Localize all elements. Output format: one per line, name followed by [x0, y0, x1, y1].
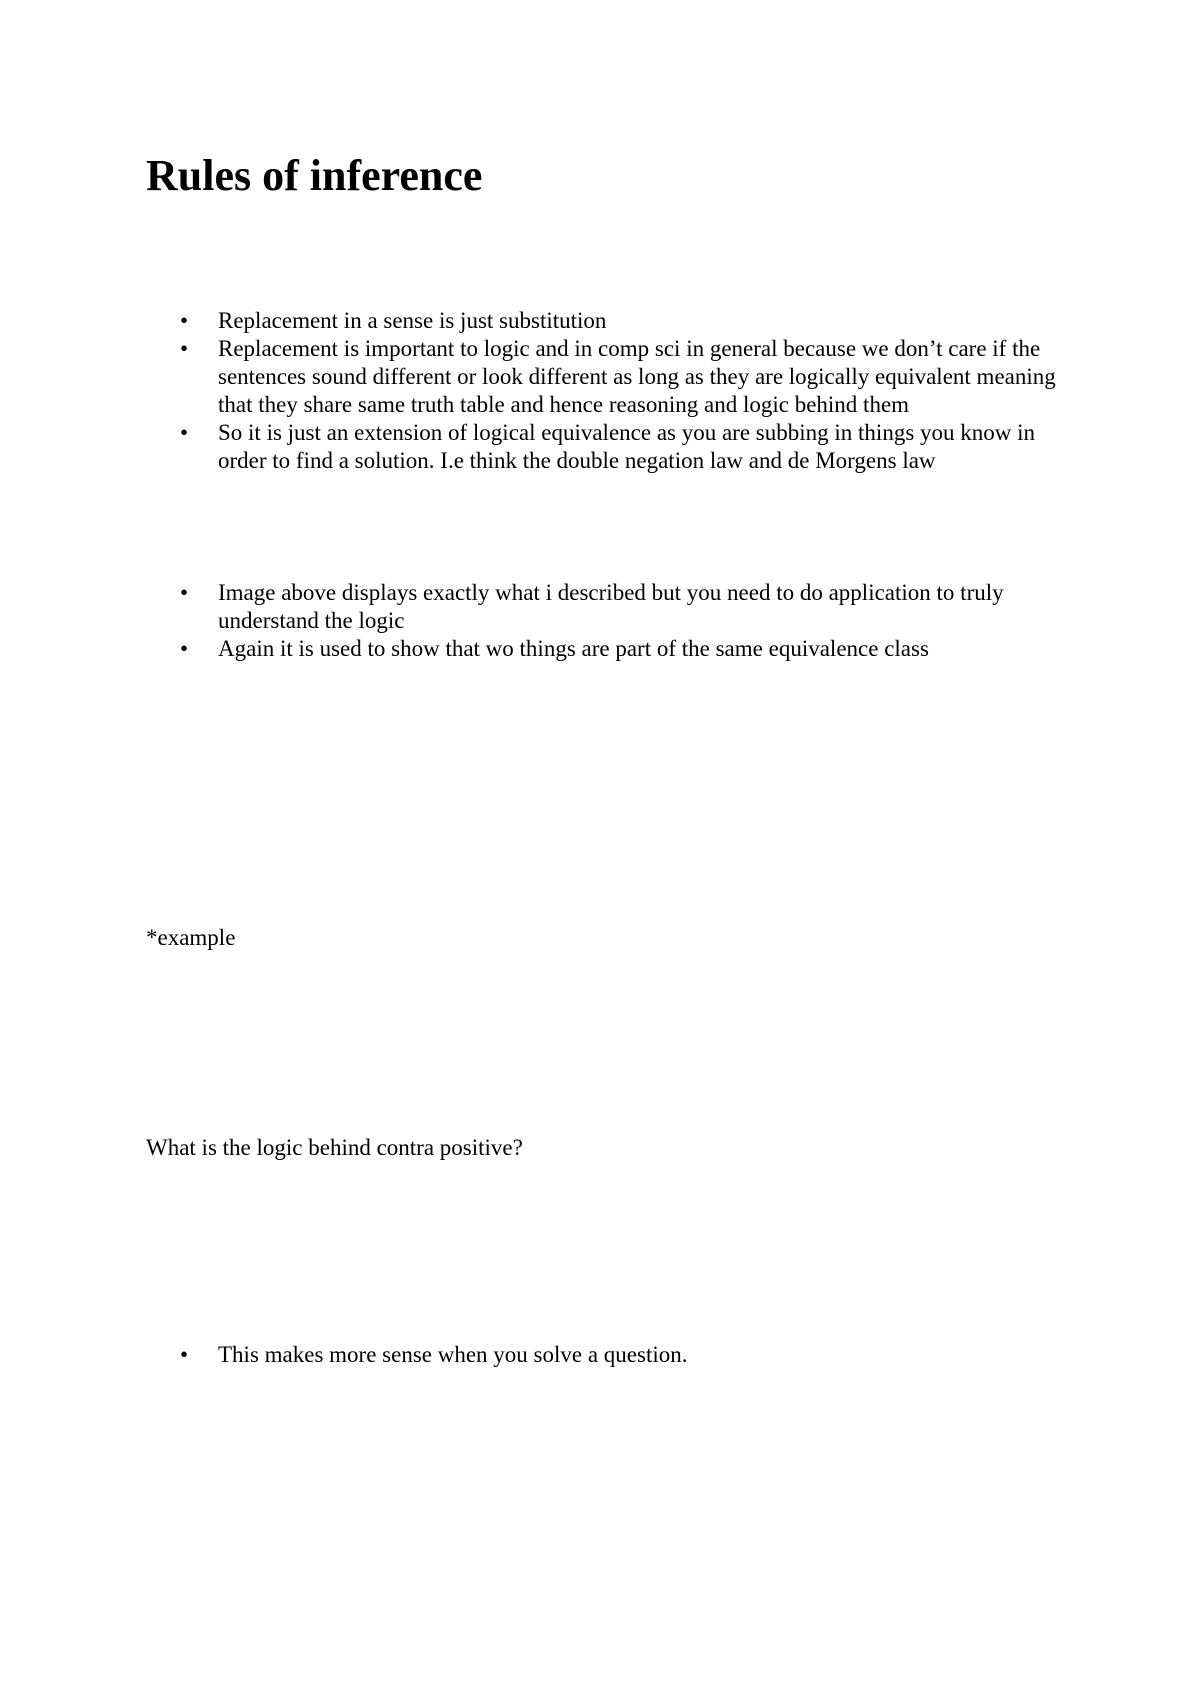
list-item: [180, 307, 1070, 335]
list-item-text: Replacement in a sense is just substitution: [218, 308, 607, 333]
bullet-icon: •: [180, 420, 189, 445]
bullet-icon: •: [180, 580, 189, 605]
list-item: [180, 335, 1070, 419]
page-title: Rules of inference: [146, 151, 483, 200]
bullet-list-solve-note: [180, 1341, 1070, 1369]
bullet-icon: •: [180, 336, 189, 361]
bullet-icon: •: [180, 1342, 189, 1367]
bullet-icon: •: [180, 636, 189, 661]
example-label: *example: [146, 925, 236, 950]
list-item-text: Again it is used to show that wo things are part of the same equivalence class: [218, 636, 929, 661]
list-item-text: Image above displays exactly what i described but you need to do application to truly understand the logic: [218, 580, 1004, 633]
question-text: What is the logic behind contra positive?: [146, 1135, 523, 1160]
list-item: [180, 419, 1070, 475]
bullet-list-replacement: [180, 307, 1070, 475]
list-item: [180, 635, 1070, 663]
list-item-text: So it is just an extension of logical equivalence as you are subbing in things you know in order to find a solution. I.e think the double negation law and de Morgens law: [218, 420, 1036, 473]
bullet-list-image-notes: [180, 579, 1070, 663]
list-item-text: This makes more sense when you solve a question.: [218, 1342, 688, 1367]
list-item: [180, 579, 1070, 635]
list-item: [180, 1341, 1070, 1369]
list-item-text: Replacement is important to logic and in comp sci in general because we don’t care if the sentences sound different or look different as long as they are logically equivalent meaning that they share same truth table and hence reasoning and logic behind them: [218, 336, 1056, 417]
bullet-icon: •: [180, 308, 189, 333]
